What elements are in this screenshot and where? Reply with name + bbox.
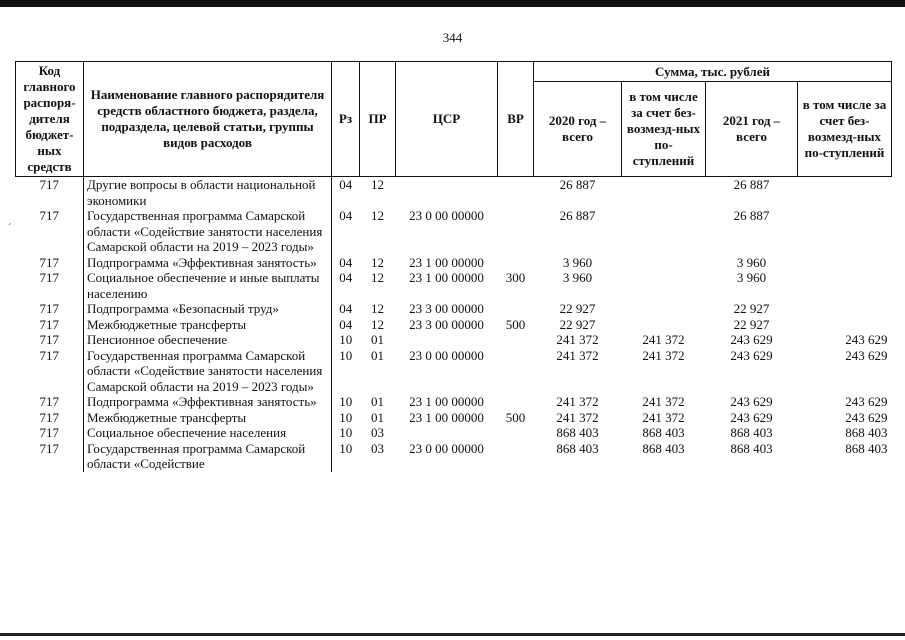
- row-code: 717: [39, 301, 59, 316]
- table-row: [16, 348, 892, 395]
- row-2021-free: [798, 301, 892, 317]
- row-2021-total: 22 927: [733, 301, 770, 316]
- row-pr: 03: [371, 440, 384, 456]
- row-rz: 04: [339, 316, 353, 332]
- table-body: [16, 177, 892, 472]
- header-csr: ЦСР: [396, 62, 498, 177]
- row-2021-total: 26 887: [733, 177, 770, 192]
- row-2020-free: [622, 301, 706, 317]
- row-pr: 03: [371, 425, 384, 440]
- row-2020-free: [622, 317, 706, 333]
- row-name: Социальное обеспечение и иные выплаты населению: [84, 270, 332, 301]
- header-name: Наименование главного распорядителя средств областного бюджета, раздела, подраздела, целевой статьи, группы видов расходов: [84, 62, 332, 177]
- row-csr: [396, 425, 498, 441]
- row-2021-free: [798, 317, 892, 333]
- page-number: 344: [442, 30, 463, 45]
- row-rz: 10: [339, 440, 353, 456]
- row-2021-free: [798, 255, 892, 271]
- row-2021-total: 243 629: [730, 394, 773, 409]
- table-row: [16, 301, 892, 317]
- row-2021-free: 868 403: [845, 440, 888, 456]
- row-vr: [498, 301, 534, 317]
- row-2020-total: 241 372: [556, 347, 599, 363]
- row-name: Межбюджетные трансферты: [84, 317, 332, 333]
- row-name: Государственная программа Самарской области «Содействие: [84, 441, 332, 472]
- row-name: Другие вопросы в области национальной экономики: [84, 177, 332, 209]
- row-2021-total: 868 403: [730, 425, 773, 440]
- row-vr: [498, 394, 534, 410]
- row-csr: 23 0 00 00000: [409, 208, 484, 223]
- row-2021-free: 243 629: [845, 347, 888, 363]
- table-row: [16, 410, 892, 426]
- row-name: Подпрограмма «Эффективная занятость»: [84, 255, 332, 271]
- row-2021-total: 243 629: [730, 332, 773, 347]
- row-pr: 01: [371, 409, 384, 425]
- row-2020-total: 3 960: [562, 270, 593, 285]
- header-2020-free: в том числе за счет без-возмезд-ных по-ступлений: [622, 82, 706, 177]
- row-code: 717: [39, 254, 59, 270]
- header-rz: Рз: [332, 62, 360, 177]
- table-row: [16, 208, 892, 255]
- row-code: 717: [39, 440, 59, 456]
- header-pr: ПР: [360, 62, 396, 177]
- row-2020-free: 868 403: [642, 440, 685, 456]
- row-code: 717: [39, 425, 59, 440]
- row-csr: [396, 177, 498, 209]
- row-csr: 23 1 00 00000: [409, 394, 484, 409]
- row-csr: 23 1 00 00000: [409, 254, 484, 270]
- row-csr: 23 3 00 00000: [409, 316, 484, 332]
- row-code: 717: [39, 409, 59, 425]
- row-rz: 10: [339, 332, 353, 347]
- row-name: Государственная программа Самарской области «Содействие занятости населения Самарской области на 2019 – 2023 годы»: [84, 208, 332, 255]
- row-2020-free: [622, 177, 706, 209]
- budget-table: [15, 61, 892, 472]
- header-2020-total: 2020 год – всего: [534, 82, 622, 177]
- row-pr: 12: [371, 208, 384, 223]
- row-rz: 10: [339, 394, 353, 409]
- table-row: [16, 332, 892, 348]
- table-row: [16, 394, 892, 410]
- row-rz: 04: [339, 270, 353, 285]
- row-csr: 23 1 00 00000: [409, 270, 484, 285]
- row-2020-free: 241 372: [642, 347, 685, 363]
- row-csr: 23 0 00 00000: [409, 347, 484, 363]
- row-vr: [498, 208, 534, 255]
- row-2021-total: 26 887: [733, 208, 770, 223]
- row-pr: 01: [371, 394, 384, 409]
- row-csr: 23 0 00 00000: [409, 440, 484, 456]
- row-csr: 23 1 00 00000: [409, 409, 484, 425]
- row-vr: [498, 177, 534, 209]
- row-rz: 04: [339, 208, 353, 223]
- row-2020-total: 22 927: [559, 316, 596, 332]
- row-2020-total: 26 887: [559, 177, 596, 192]
- row-vr: 500: [505, 409, 526, 425]
- row-name: Подпрограмма «Эффективная занятость»: [84, 394, 332, 410]
- header-2021-total: 2021 год – всего: [706, 82, 798, 177]
- row-pr: 12: [371, 301, 384, 316]
- row-2020-free: [622, 270, 706, 301]
- row-2021-total: 3 960: [736, 254, 767, 270]
- row-2021-free: 243 629: [845, 332, 888, 347]
- row-rz: 10: [339, 425, 353, 440]
- row-vr: [498, 441, 534, 472]
- row-vr: [498, 425, 534, 441]
- row-code: 717: [39, 270, 59, 285]
- row-name: Государственная программа Самарской области «Содействие занятости населения Самарской области на 2019 – 2023 годы»: [84, 348, 332, 395]
- row-2021-free: 243 629: [845, 394, 888, 409]
- row-2020-free: [622, 255, 706, 271]
- row-pr: 12: [371, 316, 384, 332]
- row-2020-total: 26 887: [559, 208, 596, 223]
- stray-mark: ˊ: [8, 222, 12, 234]
- row-2020-total: 241 372: [556, 394, 599, 409]
- bottom-border-line: [0, 633, 905, 636]
- row-2021-total: 22 927: [733, 316, 770, 332]
- row-vr: 500: [505, 316, 526, 332]
- row-2020-free: [622, 208, 706, 255]
- header-vr: ВР: [498, 62, 534, 177]
- row-vr: [498, 348, 534, 395]
- row-rz: 04: [339, 301, 353, 316]
- table-row: [16, 177, 892, 209]
- row-vr: 300: [505, 270, 526, 285]
- row-pr: 12: [371, 177, 384, 192]
- row-2020-total: 241 372: [556, 332, 599, 347]
- row-code: 717: [39, 316, 59, 332]
- row-2021-free: 868 403: [845, 425, 888, 440]
- row-2021-free: [798, 177, 892, 209]
- table-row: [16, 425, 892, 441]
- row-2020-free: 241 372: [642, 394, 685, 409]
- row-pr: 12: [371, 270, 384, 285]
- header-sum: Сумма, тыс. рублей: [534, 62, 892, 82]
- table-row: [16, 255, 892, 271]
- table-row: [16, 441, 892, 472]
- row-name: Пенсионное обеспечение: [84, 332, 332, 348]
- row-vr: [498, 332, 534, 348]
- row-pr: 01: [371, 347, 384, 363]
- row-rz: 04: [339, 177, 353, 192]
- row-2020-total: 241 372: [556, 409, 599, 425]
- row-2020-total: 868 403: [556, 440, 599, 456]
- table-row: [16, 317, 892, 333]
- row-name: Межбюджетные трансферты: [84, 410, 332, 426]
- row-code: 717: [39, 208, 59, 223]
- row-code: 717: [39, 394, 59, 409]
- header-code: Код главного распоря-дителя бюджет-ных средств: [16, 62, 84, 177]
- row-pr: 12: [371, 254, 384, 270]
- row-2021-free: [798, 270, 892, 301]
- row-csr: [396, 332, 498, 348]
- row-2021-free: 243 629: [845, 409, 888, 425]
- row-name: Подпрограмма «Безопасный труд»: [84, 301, 332, 317]
- top-border-bar: [0, 0, 905, 7]
- row-2021-total: 3 960: [736, 270, 767, 285]
- row-2020-total: 3 960: [562, 254, 593, 270]
- row-2020-free: 868 403: [642, 425, 685, 440]
- row-rz: 10: [339, 347, 353, 363]
- row-2021-total: 243 629: [730, 347, 773, 363]
- row-vr: [498, 255, 534, 271]
- table-row: [16, 270, 892, 301]
- row-2021-total: 243 629: [730, 409, 773, 425]
- row-rz: 04: [339, 254, 353, 270]
- row-pr: 01: [371, 332, 384, 347]
- row-2020-total: 22 927: [559, 301, 596, 316]
- row-name: Социальное обеспечение населения: [84, 425, 332, 441]
- row-2020-free: 241 372: [642, 409, 685, 425]
- row-2020-free: 241 372: [642, 332, 685, 347]
- row-csr: 23 3 00 00000: [409, 301, 484, 316]
- row-rz: 10: [339, 409, 353, 425]
- row-code: 717: [39, 177, 59, 192]
- header-2021-free: в том числе за счет без-возмезд-ных по-ступлений: [798, 82, 892, 177]
- row-code: 717: [39, 332, 59, 347]
- row-2021-free: [798, 208, 892, 255]
- row-2020-total: 868 403: [556, 425, 599, 440]
- row-2021-total: 868 403: [730, 440, 773, 456]
- row-code: 717: [39, 347, 59, 363]
